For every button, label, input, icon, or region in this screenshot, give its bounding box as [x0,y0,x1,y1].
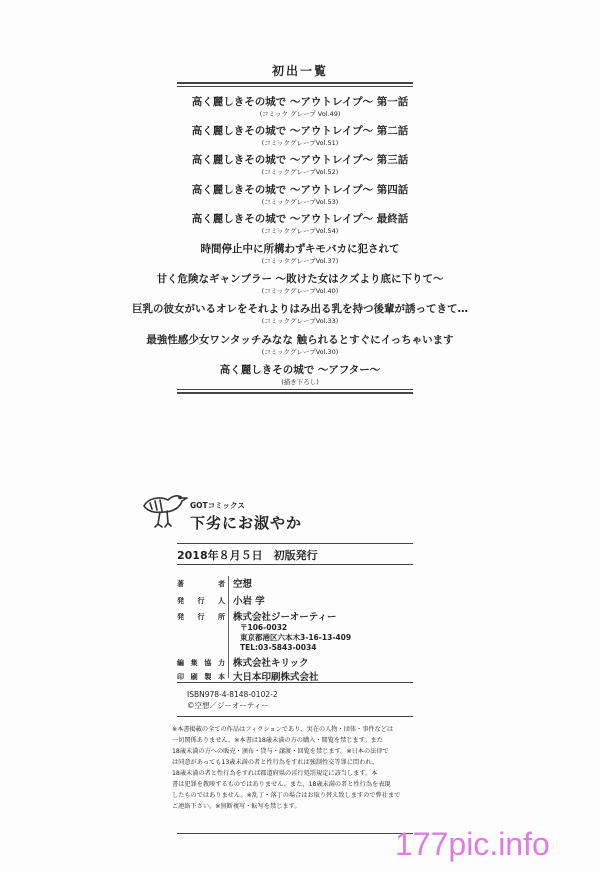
entry-source: (コミックグレープVol.33) [261,317,339,325]
divider [228,576,229,678]
notice-line: したものではありません。※乱丁・落丁の場合はお取り替え致しますので弊社まで [172,792,401,799]
entry-title: 高く麗しきその城で ～アウトレイプ～ 第四話 [191,184,409,196]
divider [177,389,413,390]
entry-source: (コミックグレープVol.37) [261,257,339,265]
credit-label-publisher: 発行所 [177,613,225,621]
divider [177,86,413,87]
book-title: 下劣にお淑やか [190,514,303,532]
divider [177,564,413,565]
isbn-block [187,689,278,711]
credit-label-publisher-person: 発行人 [177,597,225,605]
telephone: TEL:03-5843-0034 [240,643,317,652]
watermark: 177pic.info [395,826,550,862]
list-item [100,125,500,148]
list-item [100,334,500,357]
credit-value-printing: 大日本印刷株式会社 [233,672,319,683]
entry-source: (描き下ろし) [281,378,319,386]
bird-logo-icon [140,486,188,530]
entry-title: 高く麗しきその城で ～アウトレイプ～ 最終話 [191,213,409,225]
entry-title: 時間停止中に所構わずキモバカに犯されて [200,243,400,255]
credit-value-publisher: 株式会社ジーオーティー [233,612,337,623]
divider [177,833,413,834]
divider [177,82,413,84]
copyright: ©空想／ジーオーティー [187,701,269,710]
entry-title: 高く麗しきその城で ～アウトレイプ～ 第二話 [191,125,409,137]
list-item [100,184,500,207]
list-item [100,213,500,236]
notice-line: 一切関係ありません。※本書は18歳未満の方の購入・閲覧を禁じます。また [172,737,383,744]
street-address: 東京都港区六本木3-16-13-409 [240,633,352,642]
notice-line: 18歳未満の者と性行為をすれば都道府県の淫行処罰規定に該当します。本 [172,770,378,777]
entry-source: (コミックグレープVol.30) [261,348,339,356]
credit-label-author: 著 者 [177,580,225,588]
entry-source: (コミックグレープVol.52) [261,168,339,176]
legal-notice [172,724,420,812]
notice-line: 18歳未満の方への販売・頒布・貸与・譲渡・回覧を禁じます。※日本の法律で [172,748,389,755]
divider [177,543,413,544]
publication-date: 2018年８月５日 初版発行 [177,549,318,562]
entry-source: (コミック グレープ Vol.49) [259,110,341,118]
first-appearance-title: 初出一覧 [271,64,328,78]
list-item [100,243,500,266]
notice-line: ※本書掲載の全ての作品はフィクションであり、実在の人物・団体・事件などは [172,726,394,733]
entry-title: 高く麗しきその城で ～アフター～ [219,364,381,376]
entry-source: (コミックグレープVol.51) [261,139,339,147]
list-item [100,364,500,387]
credit-value-editing: 株式会社キリック [233,658,309,669]
isbn: ISBN978-4-8148-0102-2 [187,690,278,699]
notice-line: は同意があっても13歳未満の者と性行為をすれば強制性交等罪に問われ、 [172,759,379,766]
entry-title: 巨乳の彼女がいるオレをそれよりはみ出る乳を持つ後輩が誘ってきて… [132,303,468,315]
divider [177,392,413,394]
entry-source: (コミックグレープVol.40) [261,287,339,295]
list-item [100,96,500,119]
credit-label-printing: 印刷製本 [177,673,225,681]
divider [177,682,413,683]
notice-line: ご連絡下さい。※無断複写・転写を禁じます。 [172,803,301,810]
entry-title: 高く麗しきその城で ～アウトレイプ～ 第一話 [191,96,409,108]
notice-line: 書は犯罪を教唆するものではありません。また、18歳未満の者と性行為を表現 [172,781,391,788]
divider [177,716,413,717]
credit-label-editing: 編集協力 [177,659,225,667]
postal-code: 〒106-0032 [240,623,288,632]
credit-value-publisher-person: 小岩 学 [233,596,265,607]
entry-source: (コミックグレープVol.54) [261,227,339,235]
series-label: GOTコミックス [190,501,245,510]
list-item [100,273,500,296]
list-item [100,303,500,326]
entry-title: 高く麗しきその城で ～アウトレイプ～ 第三話 [191,154,409,166]
entry-source: (コミックグレープVol.53) [261,198,339,206]
entry-title: 最強性感少女ワンタッチみなな 触られるとすぐにイっちゃいます [146,334,454,346]
credit-value-author: 空想 [233,579,253,590]
entry-title: 甘く危険なギャンブラー ～敗けた女はクズより底に下りて～ [156,273,444,285]
list-item [100,154,500,177]
